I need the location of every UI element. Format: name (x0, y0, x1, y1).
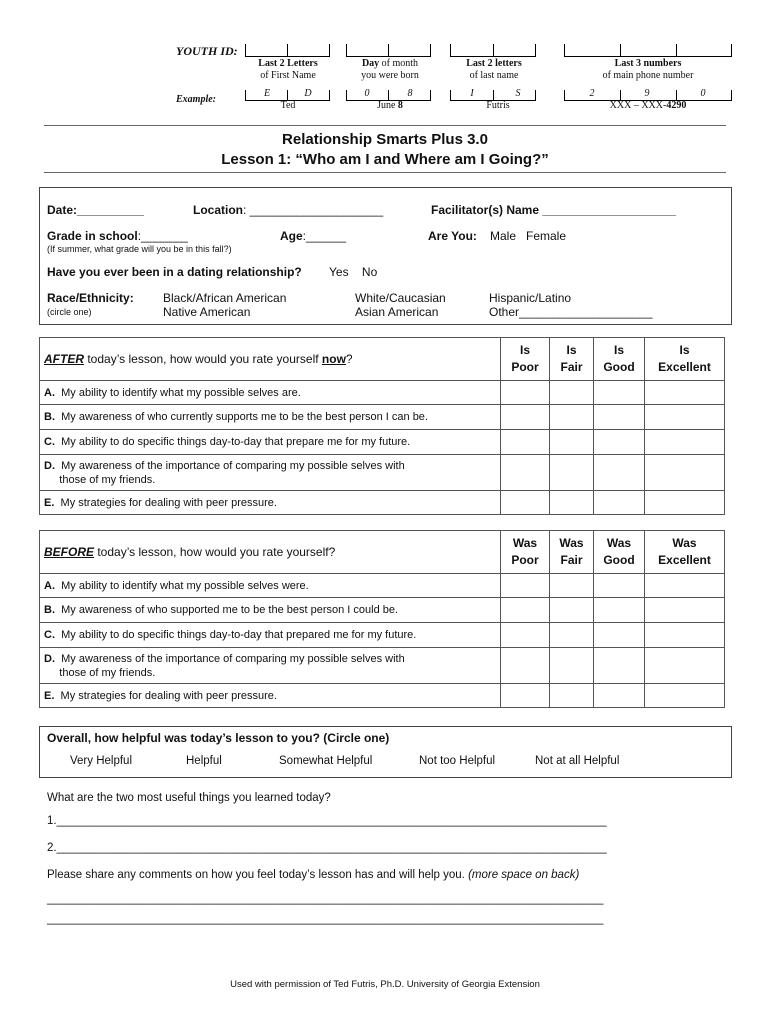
rating-cell[interactable] (550, 623, 594, 648)
example-name-2: June 8 (377, 100, 403, 111)
rating-cell[interactable] (645, 455, 725, 491)
comments-question: Please share any comments on how you feel today’s lesson has and will help you. (more space on back) (47, 869, 580, 881)
question-cell: C. My ability to do specific things day-to-day that prepared me for my future. (40, 623, 501, 648)
column-header-fair: Is Fair (550, 338, 594, 381)
table-row (40, 684, 725, 708)
question-cell: C. My ability to do specific things day-to-day that prepare me for my future. (40, 430, 501, 455)
table-row (40, 491, 725, 515)
rating-cell[interactable] (550, 455, 594, 491)
table-row (40, 648, 725, 684)
column-header-good: Is Good (594, 338, 645, 381)
rating-cell[interactable] (550, 574, 594, 598)
example-label: Example: (176, 94, 216, 105)
question-cell: E. My strategies for dealing with peer pressure. (40, 491, 501, 515)
rating-cell[interactable] (645, 574, 725, 598)
rating-cell[interactable] (594, 648, 645, 684)
facilitator-field[interactable]: Facilitator(s) Name ____________________ (431, 203, 676, 217)
column-header-poor: Was Poor (501, 531, 550, 574)
example-value: 0 (364, 88, 370, 99)
question-cell: D. My awareness of the importance of comparing my possible selves with those of my friends. (40, 648, 501, 684)
rating-cell[interactable] (594, 574, 645, 598)
option-not-at-all-helpful[interactable]: Not at all Helpful (535, 755, 620, 767)
rating-cell[interactable] (550, 405, 594, 430)
column-header-excellent: Is Excellent (645, 338, 725, 381)
race-options-col1[interactable]: Black/African American Native American (163, 291, 287, 319)
grade-field[interactable]: Grade in school:_______ (47, 229, 188, 243)
option-helpful[interactable]: Helpful (186, 755, 222, 767)
question-cell: A. My ability to identify what my possible selves are. (40, 381, 501, 405)
rating-cell[interactable] (550, 430, 594, 455)
rating-cell[interactable] (645, 598, 725, 623)
youth-id-label: YOUTH ID: (176, 44, 238, 58)
rating-cell[interactable] (501, 381, 550, 405)
table-header-row (40, 338, 725, 381)
rating-cell[interactable] (594, 491, 645, 515)
rating-cell[interactable] (550, 598, 594, 623)
example-value: 0 (700, 88, 706, 99)
table-row (40, 430, 725, 455)
rating-cell[interactable] (645, 684, 725, 708)
youth-id-caption-1: Last 2 Letters of First Name (258, 58, 318, 81)
rating-cell[interactable] (645, 623, 725, 648)
after-rating-table (39, 337, 725, 515)
after-prompt: AFTER today’s lesson, how would you rate yourself now? (40, 338, 501, 381)
youth-id-caption-2: Day of month you were born (361, 58, 419, 81)
question-cell: B. My awareness of who currently supports me to be the best person I can be. (40, 405, 501, 430)
rating-cell[interactable] (501, 623, 550, 648)
useful-answer-2[interactable]: 2.______________________________________________________________________________________ (47, 842, 607, 854)
useful-question: What are the two most useful things you learned today? (47, 792, 331, 804)
rating-cell[interactable] (550, 381, 594, 405)
rating-cell[interactable] (594, 381, 645, 405)
example-value: I (470, 88, 474, 99)
example-value: 8 (407, 88, 413, 99)
page-title: Relationship Smarts Plus 3.0 (282, 131, 488, 148)
rating-cell[interactable] (550, 491, 594, 515)
rating-cell[interactable] (594, 623, 645, 648)
example-value: D (304, 88, 312, 99)
rating-cell[interactable] (501, 684, 550, 708)
rating-cell[interactable] (645, 430, 725, 455)
rating-cell[interactable] (594, 598, 645, 623)
comments-answer-line-1[interactable]: _______________________________________________________________________________________ (47, 893, 604, 905)
race-options-col2[interactable]: White/Caucasian Asian American (355, 291, 446, 319)
useful-answer-1[interactable]: 1.______________________________________________________________________________________ (47, 815, 607, 827)
rating-cell[interactable] (594, 684, 645, 708)
option-somewhat-helpful[interactable]: Somewhat Helpful (279, 755, 373, 767)
rating-cell[interactable] (645, 491, 725, 515)
example-name-4: XXX – XXX-4290 (609, 100, 687, 111)
rating-cell[interactable] (594, 455, 645, 491)
comments-answer-line-2[interactable]: _______________________________________________________________________________________ (47, 913, 604, 925)
youth-id-caption-4: Last 3 numbers of main phone number (602, 58, 694, 81)
example-value: E (263, 88, 271, 99)
rating-cell[interactable] (501, 455, 550, 491)
table-row (40, 623, 725, 648)
column-header-fair: Was Fair (550, 531, 594, 574)
grade-note: (If summer, what grade will you be in this fall?) (47, 244, 232, 254)
table-row (40, 455, 725, 491)
youth-id-first-name-field[interactable] (245, 44, 330, 57)
page-subtitle: Lesson 1: “Who am I and Where am I Going?” (221, 151, 549, 168)
column-header-good: Was Good (594, 531, 645, 574)
rating-cell[interactable] (594, 405, 645, 430)
example-value: 2 (589, 88, 595, 99)
column-header-poor: Is Poor (501, 338, 550, 381)
race-label: Race/Ethnicity: (47, 291, 134, 305)
youth-id-phone-field[interactable] (564, 44, 732, 57)
race-note: (circle one) (47, 307, 92, 317)
option-not-too-helpful[interactable]: Not too Helpful (419, 755, 496, 767)
rating-cell[interactable] (501, 405, 550, 430)
question-cell: D. My awareness of the importance of comparing my possible selves with those of my friends. (40, 455, 501, 491)
rating-cell[interactable] (594, 430, 645, 455)
rating-cell[interactable] (501, 598, 550, 623)
example-name-3: Futris (486, 100, 510, 111)
table-row (40, 598, 725, 623)
rating-cell[interactable] (501, 574, 550, 598)
rating-cell[interactable] (645, 381, 725, 405)
dating-question: Have you ever been in a dating relationship? (47, 265, 302, 279)
question-cell: B. My awareness of who supported me to be the best person I could be. (40, 598, 501, 623)
column-header-excellent: Was Excellent (645, 531, 725, 574)
example-value: S (515, 88, 521, 99)
footer-credit: Used with permission of Ted Futris, Ph.D. University of Georgia Extension (230, 979, 540, 990)
option-very-helpful[interactable]: Very Helpful (70, 755, 133, 767)
youth-id-birth-day-field[interactable] (346, 44, 431, 57)
table-row (40, 405, 725, 430)
table-row (40, 574, 725, 598)
rating-cell[interactable] (501, 430, 550, 455)
location-field[interactable]: Location: ____________________ (193, 203, 384, 217)
dating-options[interactable]: Yes No (329, 265, 378, 279)
youth-id-caption-3: Last 2 letters of last name (466, 58, 522, 81)
are-you-label: Are You: (428, 229, 477, 243)
divider (44, 172, 726, 173)
divider (44, 125, 726, 126)
rating-cell[interactable] (645, 648, 725, 684)
rating-cell[interactable] (550, 648, 594, 684)
question-cell: E. My strategies for dealing with peer pressure. (40, 684, 501, 708)
example-value: 9 (644, 88, 650, 99)
age-field[interactable]: Age:______ (280, 229, 347, 243)
date-field[interactable]: Date:__________ (47, 203, 144, 217)
gender-options[interactable]: Male Female (490, 229, 567, 243)
rating-cell[interactable] (550, 684, 594, 708)
rating-cell[interactable] (645, 405, 725, 430)
overall-question: Overall, how helpful was today’s lesson to you? (Circle one) (47, 731, 390, 745)
table-header-row (40, 531, 725, 574)
example-name-1: Ted (280, 100, 296, 111)
rating-cell[interactable] (501, 648, 550, 684)
race-options-col3[interactable]: Hispanic/Latino Other____________________ (489, 291, 653, 319)
table-row (40, 381, 725, 405)
before-rating-table (39, 530, 725, 708)
youth-id-last-name-field[interactable] (450, 44, 536, 57)
rating-cell[interactable] (501, 491, 550, 515)
before-prompt: BEFORE today’s lesson, how would you rate yourself? (40, 531, 501, 574)
question-cell: A. My ability to identify what my possible selves were. (40, 574, 501, 598)
